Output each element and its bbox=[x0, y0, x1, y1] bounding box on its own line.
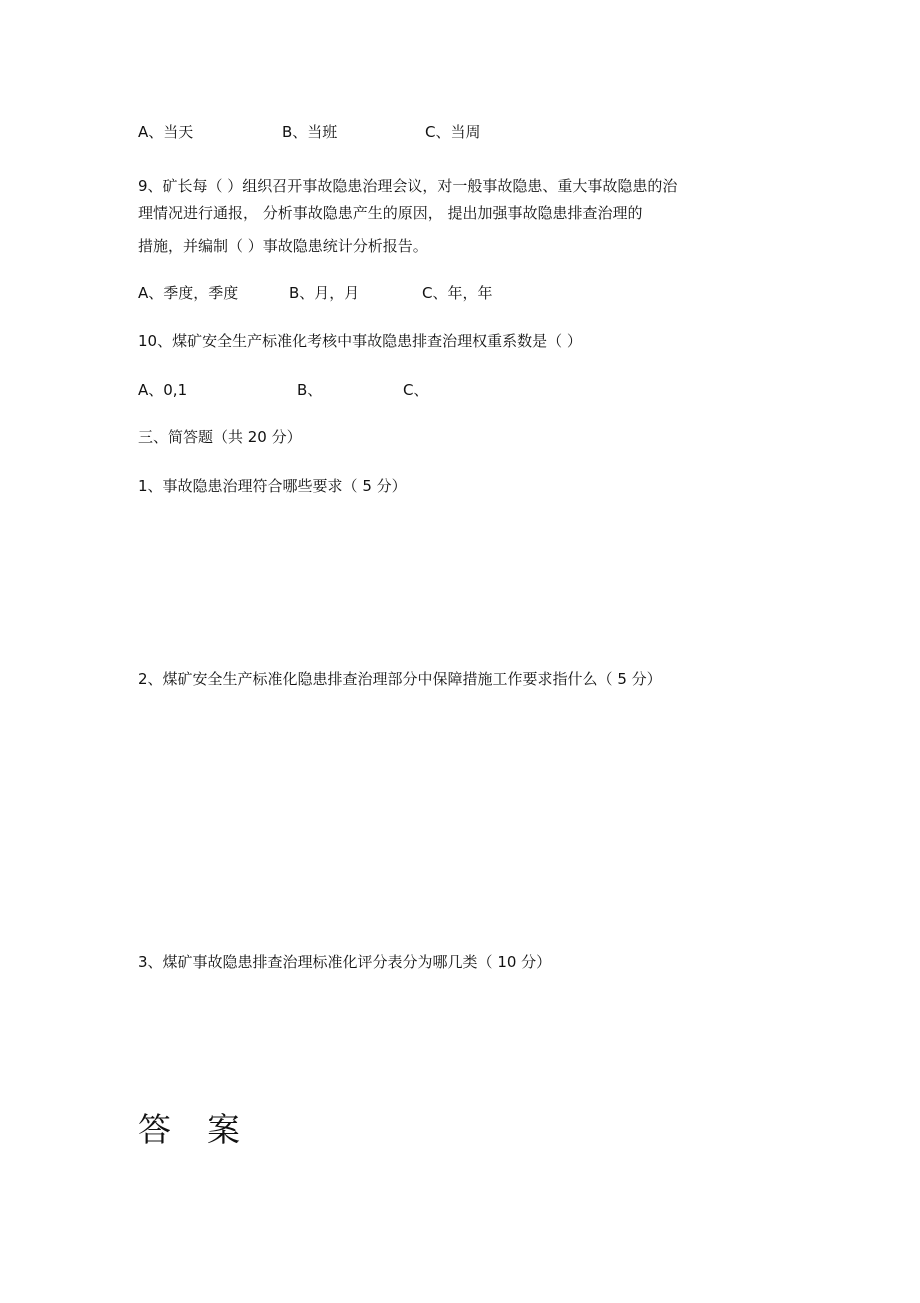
q10-option-b: B、 bbox=[297, 381, 323, 399]
short-answer-question-2: 2、煤矿安全生产标准化隐患排查治理部分中保障措施工作要求指什么（ 5 分） bbox=[138, 670, 662, 688]
section-3-title: 三、简答题（共 20 分） bbox=[138, 428, 302, 446]
q10-option-a: A、0,1 bbox=[138, 381, 188, 399]
answers-heading: 答案 bbox=[138, 1110, 276, 1149]
q9-text-line-1: 9、矿长每（ ）组织召开事故隐患治理会议，对一般事故隐患、重大事故隐患的治 bbox=[138, 177, 678, 195]
q9-option-a: A、季度，季度 bbox=[138, 284, 239, 302]
q8-option-c: C、当周 bbox=[425, 123, 481, 141]
q8-option-b: B、当班 bbox=[282, 123, 338, 141]
q9-text-line-2: 理情况进行通报， 分析事故隐患产生的原因， 提出加强事故隐患排查治理的 bbox=[138, 204, 643, 222]
q10-text-line-1: 10、煤矿安全生产标准化考核中事故隐患排查治理权重系数是（ ） bbox=[138, 332, 582, 350]
q9-text-line-3: 措施，并编制（ ）事故隐患统计分析报告。 bbox=[138, 237, 428, 255]
q9-option-c: C、年，年 bbox=[422, 284, 493, 302]
q8-option-a: A、当天 bbox=[138, 123, 194, 141]
short-answer-question-3: 3、煤矿事故隐患排查治理标准化评分表分为哪几类（ 10 分） bbox=[138, 953, 552, 971]
q9-option-b: B、月，月 bbox=[289, 284, 360, 302]
short-answer-question-1: 1、事故隐患治理符合哪些要求（ 5 分） bbox=[138, 477, 407, 495]
q10-option-c: C、 bbox=[403, 381, 429, 399]
